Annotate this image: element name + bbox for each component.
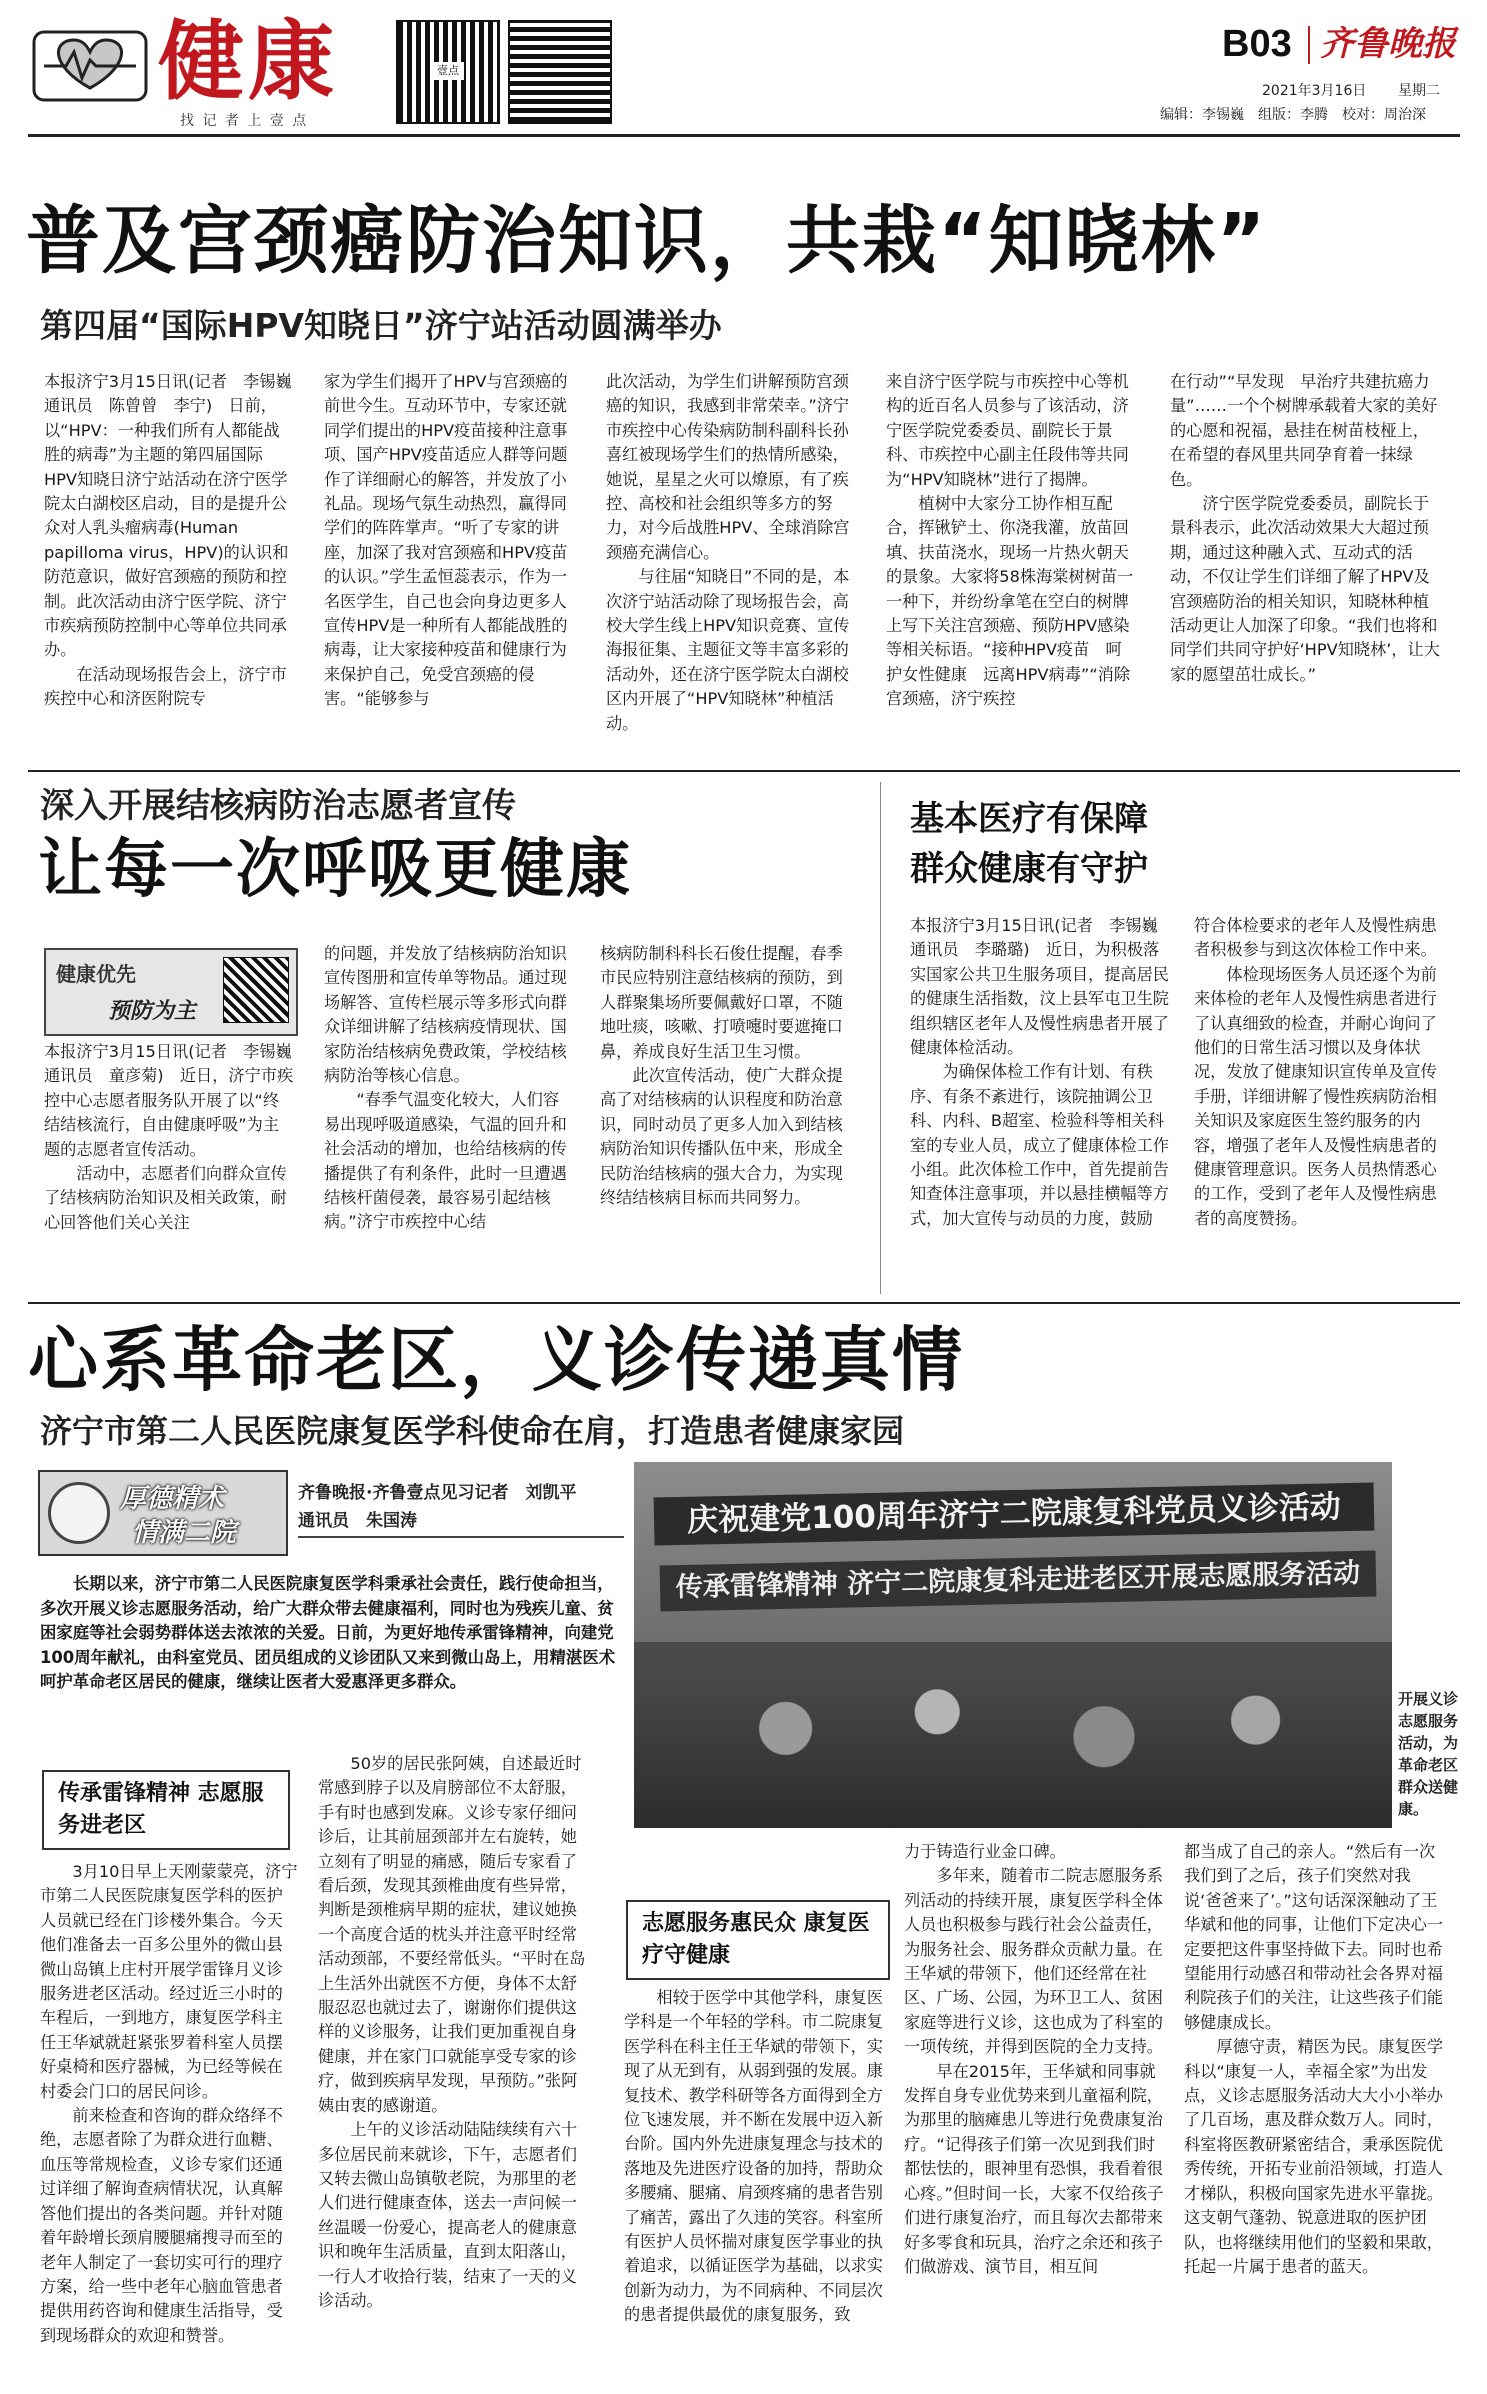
article-1-col-1 [44,370,308,754]
article-4-col-3 [624,1986,886,2370]
article-4-col-1 [40,1860,298,2370]
article-2-title: 让每一次呼吸更健康 [38,833,632,907]
article-2-col-1 [44,1040,308,1286]
banner-2-text: 传承雷锋精神 济宁二院康复科走进老区开展志愿服务活动 [675,1557,1361,1604]
subheading-1 [42,1770,290,1850]
section-rule-2 [28,1302,1460,1304]
article-3-title-2: 群众健康有守护 [910,849,1148,889]
article-3-paragraph: 符合体检要求的老年人及慢性病患者积极参与到这次体检工作中来。 [1194,916,1437,960]
badge-line-2: 情满二院 [132,1518,237,1548]
editor-credits: 编辑：李锡巍 组版：李腾 校对：周治深 [1160,107,1426,123]
volunteer-clinic-photo [634,1462,1392,1828]
article-1-paragraph: 与往届“知晓日”不同的是，本次济宁站活动除了现场报告会，高校大学生线上HPV知识竞赛、宣传海报征集、主题征文等丰富多彩的活动外，还在济宁医学院太白湖校区内开展了“HPV知晓林”种植活动。 [606,567,850,733]
subheading-1-text: 传承雷锋精神 志愿服务进老区 [58,1781,264,1838]
article-4-byline-1: 齐鲁晚报·齐鲁壹点见习记者 刘凯平 [298,1483,577,1503]
article-4-paragraph: 早在2015年，王华斌和同事就发挥自身专业优势来到儿童福利院，为那里的脑瘫患儿等进行免费康复治疗。“记得孩子们第一次见到我们时都怯怯的，眼神里有恐惧，我看着很心疼。”但时间一长，大家不仅给孩子们进行康复治疗，而且每次去都带来好多零食和玩具，治疗之余还和孩子们做游戏、演节目，相互间 [904,2061,1164,2276]
article-4-subtitle: 济宁市第二人民医院康复医学科使命在肩，打造患者健康家园 [40,1412,905,1450]
badge-line-1: 厚德精术 [120,1484,225,1514]
column-divider [880,782,881,1294]
article-2-paragraph: 此次宣传活动，使广大群众提高了对结核病的认识程度和防治意识，同时动员了更多人加入到结核病防治知识传播队伍中来，形成全民防治结核病的强大合力，为实现终结结核病目标而共同努力。 [600,1066,843,1208]
heart-logo-icon [30,26,150,106]
article-1-col-5 [1170,370,1442,754]
masthead-rule [28,134,1460,137]
article-4-col-2 [318,1752,590,2370]
article-4-paragraph: 多年来，随着市二院志愿服务系列活动的持续开展，康复医学科全体人员也积极参与践行社会公益责任，为服务社会、服务群众贡献力量。在王华斌的带领下，他们还经常在社区、广场、公园，为环卫工人、贫困家庭等进行义诊，这也成为了科室的一项传统，并得到医院的全力支持。 [904,1866,1164,2057]
article-4-col-5 [1184,1840,1446,2370]
qr-code-1 [398,22,498,122]
article-1-paragraph: 济宁医学院党委委员，副院长于景科表示，此次活动效果大大超过预期，通过这种融入式、互动式的活动，不仅让学生们详细了解了HPV及宫颈癌防治的相关知识，知晓林种植活动更让人加深了印象。“我们也将和同学们共同守护好‘HPV知晓林’，让大家的愿望茁壮成长。” [1170,494,1440,684]
article-1-title: 普及宫颈癌防治知识，共栽“知晓林” [26,198,1268,284]
article-3-col-2 [1194,914,1446,1290]
article-4-paragraph: 相较于医学中其他学科，康复医学科是一个年轻的学科。市二院康复医学科在科主任王华斌的带领下，实现了从无到有，从弱到强的发展。康复技术、教学科研等各方面得到全方位飞速发展，并不断在发展中迈入新台阶。国内外先进康复理念与技术的落地及先进医疗设备的加持，帮助众多腰痛、腿痛、肩颈疼痛的患者告别了痛苦，露出了久违的笑容。科室所有医护人员怀揣对康复医学事业的执着追求，以循证医学为基础，以求实创新为动力，为不同病种、不同层次的患者提供最优的康复服务，致 [624,1988,884,2325]
article-2-paragraph: 的问题，并发放了结核病防治知识宣传图册和宣传单等物品。通过现场解答、宣传栏展示等多形式向群众详细讲解了结核病疫情现状、国家防治结核病免费政策，学校结核病防治等核心信息。 [324,944,567,1086]
article-2-paragraph: “春季气温变化较大，人们容易出现呼吸道感染，气温的回升和社会活动的增加，也给结核病的传播提供了有利条件，此时一旦遭遇结核杆菌侵袭，最容易引起结核病。”济宁市疾控中心结 [324,1090,567,1232]
article-2-col-3 [600,942,850,1286]
article-1-paragraph: 来自济宁医学院与市疾控中心等机构的近百名人员参与了该活动，济宁医学院党委委员、副院长于景科、市疾控中心副主任段伟等共同为“HPV知晓林”进行了揭牌。 [886,372,1129,489]
article-3-title-1: 基本医疗有保障 [910,799,1148,839]
byline-rule [298,1536,624,1538]
article-2-col-2 [324,942,574,1286]
hospital-badge [38,1470,288,1556]
article-1-col-3 [606,370,856,754]
article-1-paragraph: 在活动现场报告会上，济宁市疾控中心和济医附院专 [44,664,287,709]
logo-qr-icon [224,958,288,1022]
qr-label: 壹点 [432,62,464,80]
article-4-paragraph: 力于铸造行业金口碑。 [904,1842,1066,1861]
article-4-col-4 [904,1840,1166,2370]
article-4-paragraph: 上午的义诊活动陆陆续续有六十多位居民前来就诊，下午，志愿者们又转去微山岛镇敬老院，为那里的老人们进行健康查体，送去一声问候一丝温暖一份爱心，提高老人的健康意识和晚年生活质量，直到太阳落山，一行人才收拾行装，结束了一天的义诊活动。 [318,2120,578,2310]
article-1-paragraph: 家为学生们揭开了HPV与宫颈癌的前世今生。互动环节中，专家还就同学们提出的HPV疫苗接种注意事项、国产HPV疫苗适应人群等问题作了详细耐心的解答，并发放了小礼品。现场气氛生动热烈，赢得同学们的阵阵掌声。“听了专家的讲座，加深了我对宫颈癌和HPV疫苗的认识。”学生孟恒蕊表示，作为一名医学生，自己也会向身边更多人宣传HPV是一种所有人都能战胜的病毒，让大家接种疫苗和健康行为来保护自己，免受宫颈癌的侵害。“能够参与 [324,372,568,709]
article-3-paragraph: 为确保体检工作有计划、有秩序、有条不紊进行，该院抽调公卫科、内科、B超室、检验科等相关科室的专业人员，成立了健康体检工作小组。此次体检工作中，首先提前告知查体注意事项，并以悬挂横幅等方式，加大宣传与动员的力度，鼓励 [910,1062,1169,1228]
section-slogan: 找 记 者 上 壹 点 [180,113,309,129]
article-4-paragraph: 前来检查和咨询的群众络绎不绝，志愿者除了为群众进行血糖、血压等常规检查，义诊专家们还通过详细了解询查病情状况，认真解答他们提出的各类问题。并针对随着年龄增长颈肩腰腿痛搜寻而至的老年人制定了一套切实可行的理疗方案，给一些中老年心脑血管患者提供用药咨询和健康生活指导，受到现场群众的欢迎和赞誉。 [40,2106,283,2345]
article-4-title: 心系革命老区，义诊传递真情 [28,1319,964,1401]
article-4-byline-2: 通讯员 朱国涛 [298,1511,417,1531]
masthead-divider [1308,26,1310,64]
article-3-paragraph: 本报济宁3月15日讯(记者 李锡巍 通讯员 李璐璐) 近日，为积极落实国家公共卫生服务项目，提高居民的健康生活指数，汶上县军屯卫生院组织辖区老年人及慢性病患者开展了健康体检活动。 [910,916,1174,1058]
article-1-paragraph: 本报济宁3月15日讯(记者 李锡巍 通讯员 陈曾曾 李宁) 日前，以“HPV：一种我们所有人都能战胜的病毒”为主题的第四届国际HPV知晓日济宁站活动在济宁医学院太白湖校区启动，目的是提升公众对人乳头瘤病毒(Human papilloma virus，HPV)的认识和防范意识，做好宫颈癌的预防和控制。此次活动由济宁医学院、济宁市疾病预防控制中心等单位共同承办。 [44,372,308,660]
subheading-2-text: 志愿服务惠民众 康复医疗守健康 [642,1911,870,1968]
article-4-paragraph: 3月10日早上天刚蒙蒙亮，济宁市第二人民医院康复医学科的医护人员就已经在门诊楼外集合。今天他们准备去一百多公里外的微山县微山岛镇上庄村开展学雷锋月义诊服务进老区活动。经过近三小时的车程后，一到地方，康复医学科主任王华斌就赶紧张罗着科室人员摆好桌椅和医疗器械，为已经等候在村委会门口的居民问诊。 [40,1862,298,2101]
article-4-paragraph: 都当成了自己的亲人。“然后有一次我们到了之后，孩子们突然对我说‘爸爸来了’。”这句话深深触动了王华斌和他的同事，让他们下定决心一定要把这件事坚持做下去。同时也希望能用行动感召和带动社会各界对福利院孩子们的关注，让这些孩子们能够健康成长。 [1184,1842,1443,2032]
section-rule-1 [28,770,1460,772]
page-number: B03 [1222,23,1292,65]
photo-crowd [634,1662,1392,1828]
logo-top-text: 健康优先 [56,962,136,986]
article-1-paragraph: 植树中大家分工协作相互配合，挥锹铲土、你浇我灌，放苗回填、扶苗浇水，现场一片热火朝天的景象。大家将58株海棠树树苗一一种下，并纷纷拿笔在空白的树牌上写下关注宫颈癌、预防HPV感染等相关标语。“接种HPV疫苗 呵护女性健康 远离HPV病毒”“消除宫颈癌，济宁疾控 [886,494,1134,709]
article-1-paragraph: 在行动”“早发现 早治疗共建抗癌力量”……一个个树牌承载着大家的美好的心愿和祝福，悬挂在树苗枝桠上，在希望的春风里共同孕育着一抹绿色。 [1170,372,1438,489]
article-1-subtitle: 第四届“国际HPV知晓日”济宁站活动圆满举办 [40,306,722,345]
health-promo-logo [44,948,298,1036]
photo-caption: 开展义诊志愿服务活动，为革命老区群众送健康。 [1398,1690,1459,1818]
logo-bottom-text: 预防为主 [108,999,197,1024]
article-3-col-1 [910,914,1172,1290]
issue-date: 2021年3月16日 [1262,83,1367,99]
article-4-paragraph: 50岁的居民张阿姨，自述最近时常感到脖子以及肩膀部位不太舒服，手有时也感到发麻。义诊专家仔细问诊后，让其前屈颈部并左右旋转，她立刻有了明显的痛感，随后专家看了看后颈，发现其颈椎曲度有些异常，判断是颈椎病早期的症状，建议她换一个高度合适的枕头并注意平时经常活动颈部，不要经常低头。“平时在岛上生活外出就医不方便，身体不太舒服忍忍也就过去了，谢谢你们提供这样的义诊服务，让我们更加重视自身健康，并在家门口就能享受专家的诊疗，做到疾病早发现，早预防。”张阿姨由衷的感谢道。 [318,1754,586,2115]
badge-emblem-icon [48,1482,110,1544]
subheading-2 [626,1900,890,1980]
section-title: 健康 [158,11,338,112]
article-2-kicker: 深入开展结核病防治志愿者宣传 [40,786,516,826]
article-2-paragraph: 活动中，志愿者们向群众宣传了结核病防治知识及相关政策，耐心回答他们关心关注 [44,1164,287,1232]
article-2-paragraph: 核病防制科科长石俊仕提醒，春季市民应特别注意结核病的预防，到人群聚集场所要佩戴好口罩，不随地吐痰，咳嗽、打喷嚏时要遮掩口鼻，养成良好生活卫生习惯。 [600,944,843,1061]
article-1-col-4 [886,370,1136,754]
article-3-paragraph: 体检现场医务人员还逐个为前来体检的老年人及慢性病患者进行了认真细致的检查，并耐心询问了他们的日常生活习惯以及身体状况，发放了健康知识宣传单及宣传手册，详细讲解了慢性疾病防治相关知识及家庭医生签约服务的内容，增强了老年人及慢性病患者的健康管理意识。医务人员热情悉心的工作，受到了老年人及慢性病患者的高度赞扬。 [1194,964,1437,1228]
article-1-paragraph: 此次活动，为学生们讲解预防宫颈癌的知识，我感到非常荣幸。”济宁市疾控中心传染病防制科副科长孙喜红被现场学生们的热情所感染，她说，星星之火可以燎原，有了疾控、高校和社会组织等多方的努力，对今后战胜HPV、全球消除宫颈癌充满信心。 [606,372,850,562]
issue-weekday: 星期二 [1398,83,1440,99]
banner-1-text: 庆祝建党100周年济宁二院康复科党员义诊活动 [686,1489,1342,1539]
article-4-intro: 长期以来，济宁市第二人民医院康复医学科秉承社会责任，践行使命担当，多次开展义诊志愿服务活动，给广大群众带去健康福利，同时也为残疾儿童、贫困家庭等社会弱势群体送去浓浓的关爱。日前，为更好地传承雷锋精神，向建党100周年献礼，由科室党员、团员组成的义诊团队又来到微山岛上，用精湛医术呵护革命老区居民的健康，继续让医者大爱惠泽更多群众。 [40,1574,616,1692]
qr-code-2 [510,22,610,122]
article-4-paragraph: 厚德守责，精医为民。康复医学科以“康复一人，幸福全家”为出发点，义诊志愿服务活动大大小小举办了几百场，惠及群众数万人。同时，科室将医教研紧密结合，秉承医院优秀传统，开拓专业前沿领域，打造人才梯队，积极向国家先进水平靠拢。这支朝气蓬勃、锐意进取的医护团队，也将继续用他们的坚毅和果敢，托起一片属于患者的蓝天。 [1184,2037,1444,2276]
masthead [0,0,1487,130]
article-2-paragraph: 本报济宁3月15日讯(记者 李锡巍 通讯员 童彦菊) 近日，济宁市疾控中心志愿者服务队开展了以“终结结核流行，自由健康呼吸”为主题的志愿者宣传活动。 [44,1042,308,1159]
article-1-col-2 [324,370,574,754]
paper-name: 齐鲁晚报 [1320,24,1456,64]
